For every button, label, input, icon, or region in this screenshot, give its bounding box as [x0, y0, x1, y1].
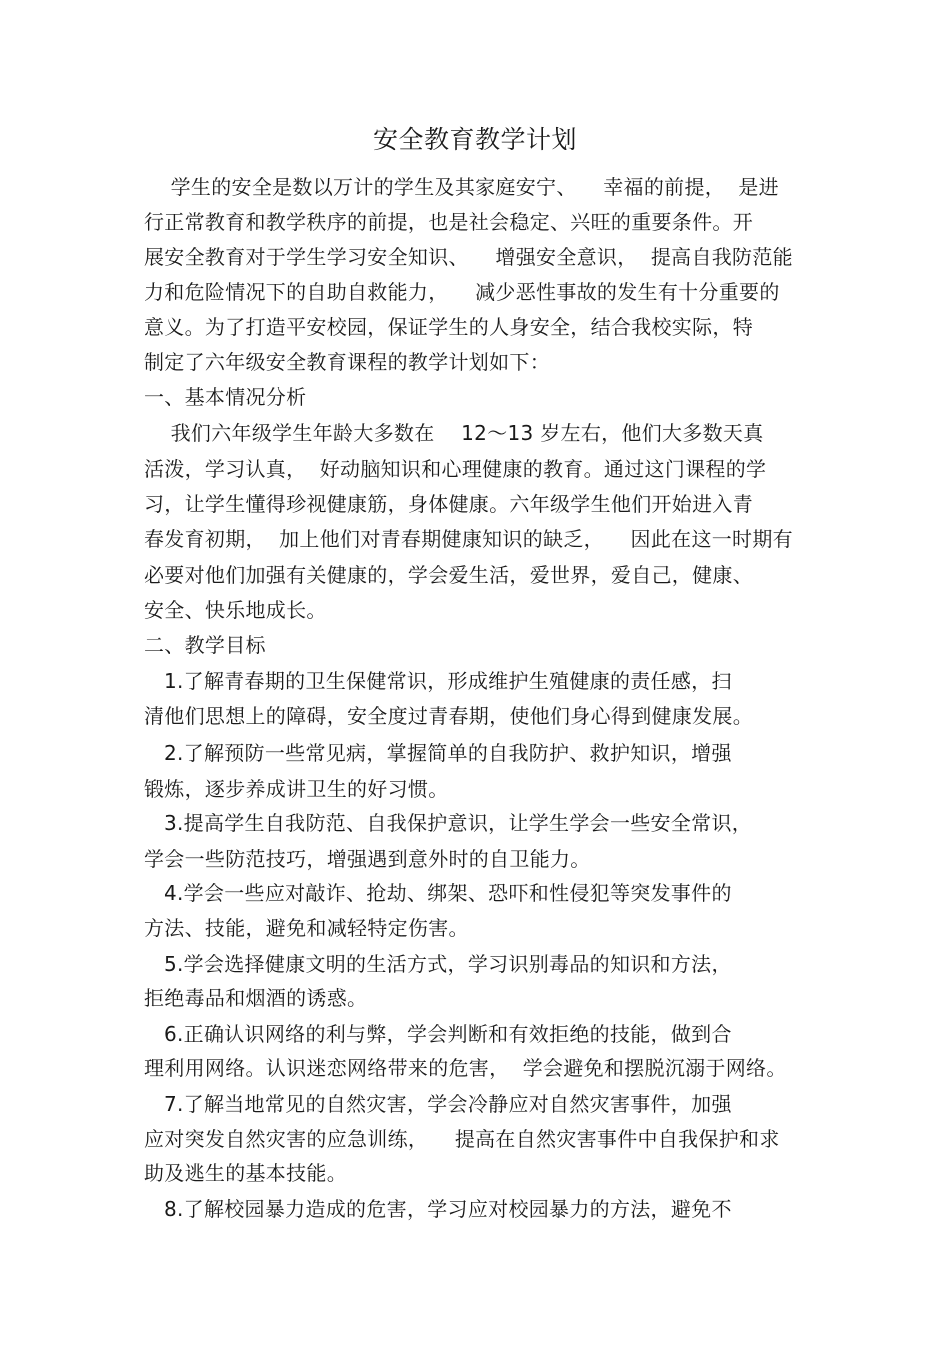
goal-item-4-line: 方法、技能，避免和减轻特定伤害。 [144, 916, 469, 940]
section1-line: 安全、快乐地成长。 [144, 598, 327, 622]
section-heading-teaching-goals: 二、教学目标 [144, 633, 266, 657]
section1-line: 必要对他们加强有关健康的，学会爱生活，爱世界，爱自己，健康、 [144, 563, 753, 587]
intro-line: 学生的安全是数以万计的学生及其家庭安宁、 幸福的前提， 是进 [144, 175, 779, 199]
intro-line: 展安全教育对于学生学习安全知识、 增强安全意识， 提高自我防范能 [144, 245, 793, 269]
section1-line: 习，让学生懂得珍视健康筋，身体健康。六年级学生他们开始进入青 [144, 492, 753, 516]
section1-line: 春发育初期， 加上他们对青春期健康知识的缺乏， 因此在这一时期有 [144, 527, 793, 551]
section1-line: 活泼，学习认真， 好动脑知识和心理健康的教育。通过这门课程的学 [144, 457, 767, 481]
section1-line: 我们六年级学生年龄大多数在 12～13 岁左右，他们大多数天真 [144, 421, 764, 445]
goal-item-3-line: 学会一些防范技巧，增强遇到意外时的自卫能力。 [144, 847, 591, 871]
goal-item-2-line: 锻炼，逐步养成讲卫生的好习惯。 [144, 777, 449, 801]
goal-item-1-line: 清他们思想上的障碍，安全度过青春期，使他们身心得到健康发展。 [144, 704, 753, 728]
intro-line: 意义。为了打造平安校园，保证学生的人身安全，结合我校实际，特 [144, 315, 753, 339]
goal-item-2-line: 2.了解预防一些常见病，掌握简单的自我防护、救护知识，增强 [144, 741, 732, 765]
goal-item-6-line: 理利用网络。认识迷恋网络带来的危害， 学会避免和摆脱沉溺于网络。 [144, 1056, 787, 1080]
goal-item-3-line: 3.提高学生自我防范、自我保护意识，让学生学会一些安全常识， [144, 811, 753, 835]
goal-item-7-line: 助及逃生的基本技能。 [144, 1161, 347, 1185]
goal-item-5-line: 拒绝毒品和烟酒的诱惑。 [144, 986, 368, 1010]
goal-item-8-line: 8.了解校园暴力造成的危害，学习应对校园暴力的方法，避免不 [144, 1197, 732, 1221]
goal-item-5-line: 5.学会选择健康文明的生活方式，学习识别毒品的知识和方法， [144, 952, 732, 976]
intro-line: 行正常教育和教学秩序的前提，也是社会稳定、兴旺的重要条件。开 [144, 210, 753, 234]
goal-item-4-line: 4.学会一些应对敲诈、抢劫、绑架、恐吓和性侵犯等突发事件的 [144, 881, 732, 905]
goal-item-6-line: 6.正确认识网络的利与弊，学会判断和有效拒绝的技能，做到合 [144, 1022, 732, 1046]
intro-line: 力和危险情况下的自助自救能力， 减少恶性事故的发生有十分重要的 [144, 280, 780, 304]
intro-line: 制定了六年级安全教育课程的教学计划如下： [144, 350, 550, 374]
page-title: 安全教育教学计划 [372, 125, 577, 154]
section-heading-basic-analysis: 一、基本情况分析 [144, 385, 307, 409]
goal-item-7-line: 7.了解当地常见的自然灾害，学会冷静应对自然灾害事件，加强 [144, 1092, 732, 1116]
goal-item-1-line: 1.了解青春期的卫生保健常识，形成维护生殖健康的责任感，扫 [144, 669, 732, 693]
goal-item-7-line: 应对突发自然灾害的应急训练， 提高在自然灾害事件中自我保护和求 [144, 1127, 780, 1151]
